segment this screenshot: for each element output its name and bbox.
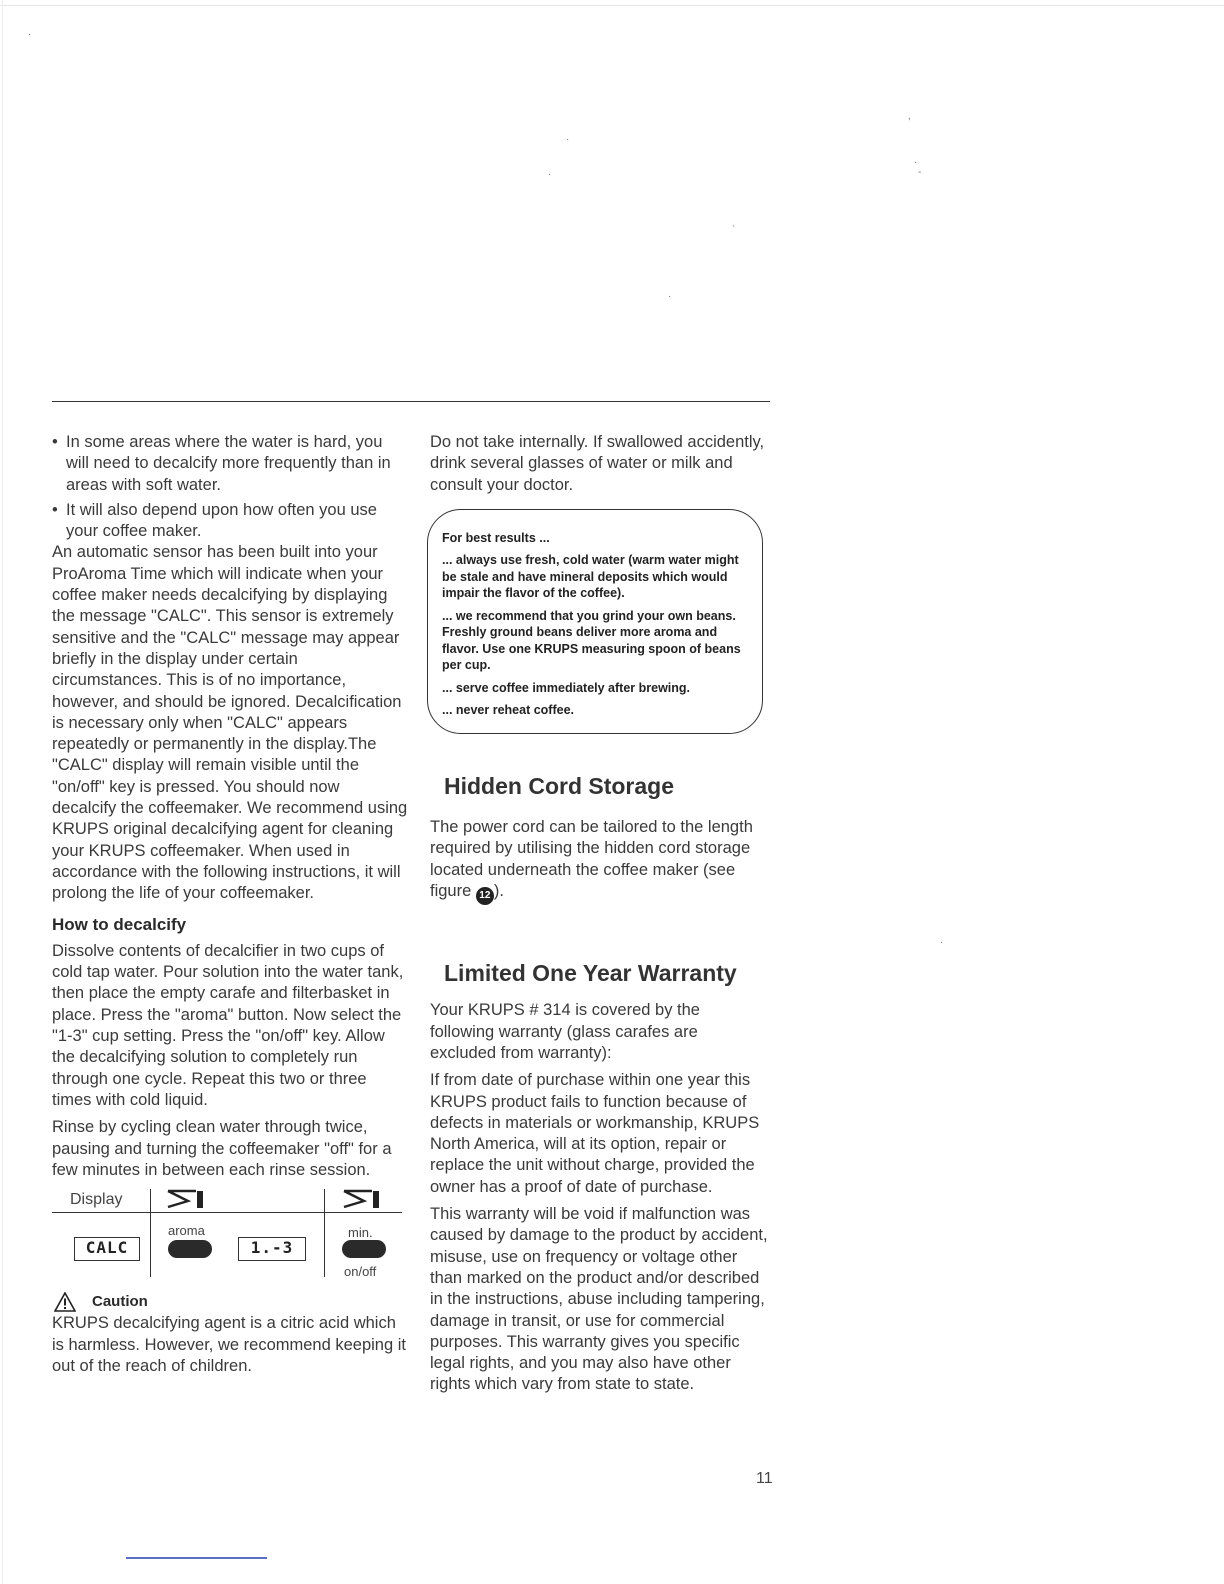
scan-speck: · bbox=[566, 134, 570, 145]
caution-label: Caution bbox=[92, 1293, 148, 1311]
cord-text: The power cord can be tailored to the length required by utilising the hidden cord storage located underneath the coffee maker (see figure bbox=[430, 818, 753, 901]
aroma-label: aroma bbox=[168, 1223, 205, 1239]
left-column bbox=[52, 432, 408, 1377]
figure-number-badge: 12 bbox=[476, 887, 494, 905]
section-rule bbox=[52, 401, 770, 402]
lcd-calc-display: CALC bbox=[74, 1237, 140, 1261]
bullet-dot: • bbox=[52, 433, 58, 451]
tip-item: ... we recommend that you grind your own beans. Freshly ground beans deliver more aroma and flavor. Use one KRUPS measuring spoon of beans per cup. bbox=[442, 608, 741, 673]
display-label: Display bbox=[70, 1191, 123, 1209]
cord-storage-text bbox=[430, 817, 770, 905]
warranty-paragraph: If from date of purchase within one year this KRUPS product fails to function because of defects in materials or workmanship, KRUPS North America, will at its option, repair or replace the unit without charge, provided the owner has a proof of date of purchase. bbox=[430, 1071, 760, 1196]
diagram-divider bbox=[150, 1189, 151, 1277]
left-scan-edge bbox=[2, 0, 3, 1584]
how-to-decalcify-heading: How to decalcify bbox=[52, 914, 187, 934]
rinse-instructions: Rinse by cycling clean water through twice, pausing and turning the coffeemaker "off" for a few minutes in between each rinse session. bbox=[52, 1118, 392, 1179]
warning-triangle-icon bbox=[54, 1292, 76, 1312]
diagram-baseline bbox=[52, 1212, 402, 1213]
min-label: min. bbox=[348, 1225, 373, 1241]
warranty-paragraph: This warranty will be void if malfunction was caused by damage to the product by accident, misuse, use on frequency or voltage other than marked on the product and/or described in the instructions, abuse including tampering, damage in transit, or use for commercial purposes. This warranty gives you specific legal rights, and you may also have other rights which vary from state to state. bbox=[430, 1205, 768, 1394]
scan-speck: · bbox=[940, 937, 944, 948]
page-number: 11 bbox=[756, 1470, 773, 1487]
scan-speck: ` bbox=[732, 225, 736, 236]
caution-header bbox=[54, 1291, 408, 1312]
scan-speck: , bbox=[908, 111, 911, 122]
bullet-item bbox=[52, 500, 408, 543]
display-diagram bbox=[52, 1187, 404, 1279]
carafe-drip-icon bbox=[342, 1188, 382, 1210]
tip-item: ... always use fresh, cold water (warm water might be stale and have mineral deposits which would impair the flavor of the coffee). bbox=[442, 553, 739, 601]
scan-speck: · bbox=[668, 291, 672, 302]
scan-blue-mark bbox=[126, 1557, 267, 1559]
tip-item: ... never reheat coffee. bbox=[442, 703, 575, 718]
tip-item: ... serve coffee immediately after brewing. bbox=[442, 680, 691, 695]
best-results-title: For best results ... bbox=[442, 530, 550, 545]
aroma-button[interactable] bbox=[168, 1240, 212, 1258]
right-column bbox=[430, 432, 775, 1396]
bullet-text: In some areas where the water is hard, you will need to decalcify more frequently than in areas with soft water. bbox=[66, 433, 391, 494]
caution-text: KRUPS decalcifying agent is a citric acid which is harmless. However, we recommend keeping it out of the reach of children. bbox=[52, 1314, 406, 1375]
scan-speck: - bbox=[918, 167, 922, 178]
scan-speck: · bbox=[28, 29, 32, 40]
warranty-paragraph: Your KRUPS # 314 is covered by the following warranty (glass carafes are excluded from warranty): bbox=[430, 1001, 700, 1062]
carafe-drip-icon bbox=[166, 1188, 206, 1210]
limited-warranty-heading: Limited One Year Warranty bbox=[444, 960, 737, 987]
lcd-cup-setting-display: 1.-3 bbox=[238, 1237, 306, 1261]
scan-speck: · bbox=[914, 157, 918, 168]
cord-text-end: ). bbox=[493, 882, 504, 901]
diagram-divider bbox=[324, 1189, 325, 1277]
sensor-paragraph: An automatic sensor has been built into your ProAroma Time which will indicate when your coffee maker needs decalcifying by displaying the message "CALC". This sensor is extremely sensitive and the "CALC" message may appear briefly in the display under certain circumstances. This is of no importance, however, and should be ignored. Decalcification is necessary only when "CALC" appears repeatedly or permanently in the display.The "CALC" display will remain visible until the "on/off" key is pressed. You should now decalcify the coffeemaker. We recommend using KRUPS original decalcifying agent for cleaning your KRUPS coffeemaker. When used in accordance with the following instructions, it will prolong the life of your coffeemaker. bbox=[52, 543, 408, 903]
top-scan-edge bbox=[0, 5, 1224, 6]
on-off-button[interactable] bbox=[342, 1240, 386, 1258]
bullet-dot: • bbox=[52, 500, 58, 519]
hidden-cord-storage-heading: Hidden Cord Storage bbox=[444, 772, 675, 799]
on-off-label: on/off bbox=[344, 1264, 377, 1280]
scan-speck: · bbox=[548, 169, 552, 180]
decalcify-instructions: Dissolve contents of decalcifier in two cups of cold tap water. Pour solution into the water tank, then place the empty carafe and filterbasket in place. Press the "aroma" button. Now select the "1-3" cup setting. Press the "on/off" key. Allow the decalcifying solution to completely run through one cycle. Repeat this two or three times with cold liquid. bbox=[52, 941, 404, 1109]
best-results-box bbox=[427, 509, 763, 734]
bullet-item bbox=[52, 432, 408, 496]
bullet-text: It will also depend upon how often you use your coffee maker. bbox=[66, 500, 377, 541]
swallow-warning-text: Do not take internally. If swallowed accidently, drink several glasses of water or milk and consult your doctor. bbox=[430, 433, 765, 494]
